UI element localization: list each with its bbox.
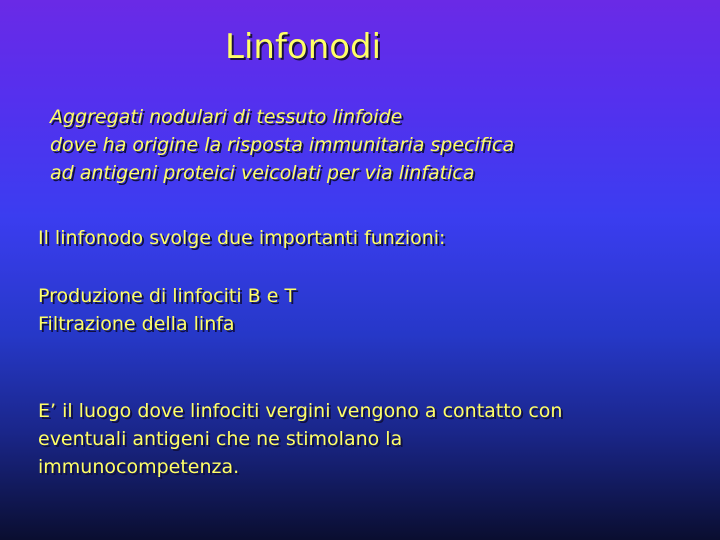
closing-line: E’ il luogo dove linfociti vergini vengono a contatto con bbox=[38, 400, 563, 422]
functions-list bbox=[38, 282, 296, 338]
closing-paragraph bbox=[38, 397, 562, 481]
closing-line: immunocompetenza. bbox=[38, 456, 240, 478]
intro-line: dove ha origine la risposta immunitaria specifica bbox=[50, 134, 515, 156]
closing-line: eventuali antigeni che ne stimolano la bbox=[38, 428, 403, 450]
intro-paragraph bbox=[50, 103, 514, 187]
intro-line: Aggregati nodulari di tessuto linfoide bbox=[50, 106, 403, 128]
functions-heading: Il linfonodo svolge due importanti funzioni: bbox=[38, 227, 446, 249]
slide-title: Linfonodi bbox=[225, 27, 382, 67]
function-item-filtration: Filtrazione della linfa bbox=[38, 313, 235, 335]
intro-line: ad antigeni proteici veicolati per via linfatica bbox=[50, 162, 475, 184]
function-item-production: Produzione di linfociti B e T bbox=[38, 285, 297, 307]
